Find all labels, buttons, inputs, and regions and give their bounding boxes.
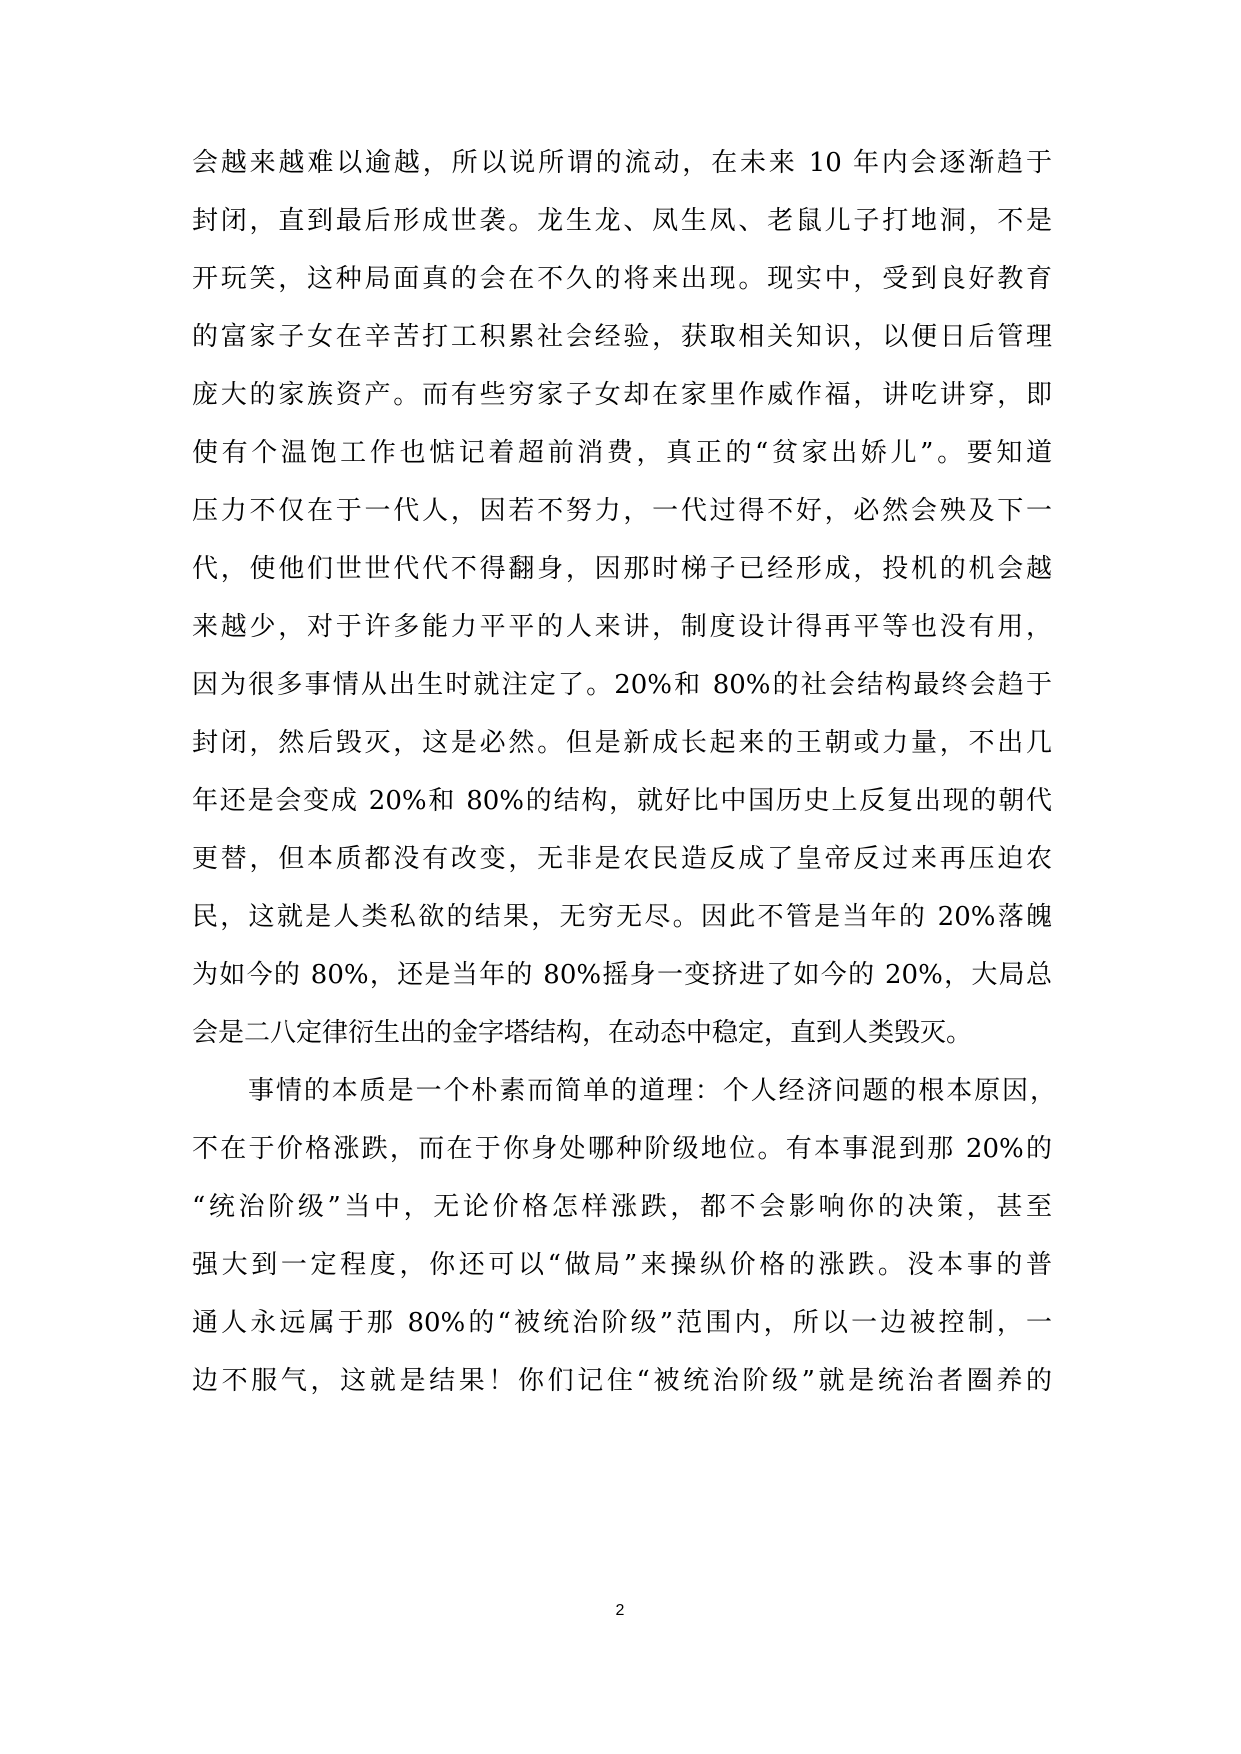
text-line-13: 更替，但本质都没有改变，无非是农民造反成了皇帝反过来再压迫农 <box>192 844 1052 874</box>
text-line-5: 庞大的家族资产。而有些穷家子女却在家里作威作福，讲吃讲穿，即 <box>192 380 1052 410</box>
text-line-14: 民，这就是人类私欲的结果，无穷无尽。因此不管是当年的 20%落魄 <box>192 902 1052 932</box>
text-line-15: 为如今的 80%，还是当年的 80%摇身一变挤进了如今的 20%，大局总 <box>192 960 1052 990</box>
text-line-21: 通人永远属于那 80%的“被统治阶级”范围内，所以一边被控制，一 <box>192 1308 1052 1338</box>
text-line-1: 会越来越难以逾越，所以说所谓的流动，在未来 10 年内会逐渐趋于 <box>192 148 1052 178</box>
text-line-19: “统治阶级”当中，无论价格怎样涨跌，都不会影响你的决策，甚至 <box>192 1192 1052 1222</box>
text-line-3: 开玩笑，这种局面真的会在不久的将来出现。现实中，受到良好教育 <box>192 264 1052 294</box>
text-line-2: 封闭，直到最后形成世袭。龙生龙、凤生凤、老鼠儿子打地洞，不是 <box>192 206 1052 236</box>
text-line-12: 年还是会变成 20%和 80%的结构，就好比中国历史上反复出现的朝代 <box>192 786 1052 816</box>
text-line-17: 事情的本质是一个朴素而简单的道理：个人经济问题的根本原因， <box>248 1076 1056 1106</box>
text-line-11: 封闭，然后毁灭，这是必然。但是新成长起来的王朝或力量，不出几 <box>192 728 1052 758</box>
text-line-9: 来越少，对于许多能力平平的人来讲，制度设计得再平等也没有用， <box>192 612 1052 642</box>
page-number: 2 <box>615 1602 625 1619</box>
text-line-7: 压力不仅在于一代人，因若不努力，一代过得不好，必然会殃及下一 <box>192 496 1052 526</box>
text-line-22: 边不服气，这就是结果！你们记住“被统治阶级”就是统治者圈养的 <box>192 1366 1052 1396</box>
text-line-8: 代，使他们世世代代不得翻身，因那时梯子已经形成，投机的机会越 <box>192 554 1052 584</box>
text-line-16: 会是二八定律衍生出的金字塔结构，在动态中稳定，直到人类毁灭。 <box>192 1018 973 1048</box>
text-line-6: 使有个温饱工作也惦记着超前消费，真正的“贫家出娇儿”。要知道 <box>192 438 1052 468</box>
text-line-4: 的富家子女在辛苦打工积累社会经验，获取相关知识，以便日后管理 <box>192 322 1052 352</box>
text-line-10: 因为很多事情从出生时就注定了。20%和 80%的社会结构最终会趋于 <box>192 670 1052 700</box>
text-line-20: 强大到一定程度，你还可以“做局”来操纵价格的涨跌。没本事的普 <box>192 1250 1052 1280</box>
text-line-18: 不在于价格涨跌，而在于你身处哪种阶级地位。有本事混到那 20%的 <box>192 1134 1052 1164</box>
